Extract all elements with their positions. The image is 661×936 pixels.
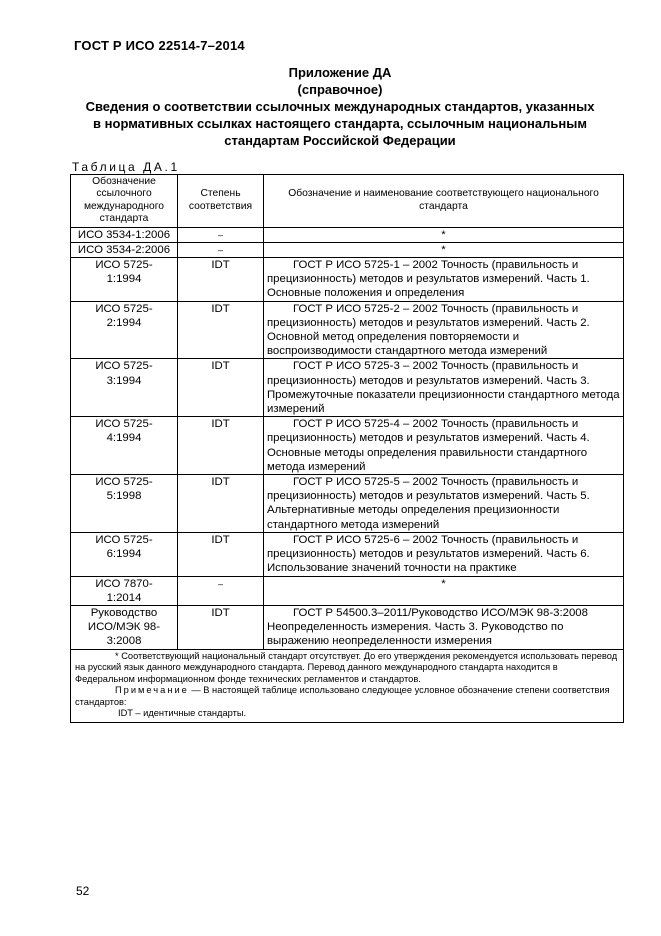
- national-cell: *: [264, 576, 624, 605]
- table-row: [71, 475, 624, 533]
- appendix-title: Приложение ДА: [288, 65, 392, 80]
- reference-cell: ИСО 3534-1:2006: [71, 227, 178, 242]
- national-cell: ГОСТ Р ИСО 5725-6 – 2002 Точность (правильность и прецизионность) методов и результатов измерений. Часть 6. Использование значений точности на практике: [264, 532, 624, 576]
- column-header-reference: Обозначение ссылочного международного стандарта: [71, 175, 178, 228]
- degree-cell: –: [178, 227, 264, 242]
- degree-cell: IDT: [178, 417, 264, 475]
- table-footnote-row: [71, 649, 624, 723]
- appendix-heading: [60, 64, 620, 149]
- national-cell: ГОСТ Р 54500.3–2011/Руководство ИСО/МЭК 98-3:2008 Неопределенность измерения. Часть 3. Руководство по выражению неопределенности измерения: [264, 605, 624, 649]
- table-row: [71, 242, 624, 257]
- degree-cell: –: [178, 242, 264, 257]
- table-row: [71, 417, 624, 475]
- national-cell: ГОСТ Р ИСО 5725-2 – 2002 Точность (правильность и прецизионность) методов и результатов измерений. Часть 2. Основной метод определения повторяемости и воспроизводимости стандартного метода измерений: [264, 301, 624, 359]
- table-row: [71, 301, 624, 359]
- appendix-subtitle: (справочное): [297, 82, 383, 97]
- reference-cell: ИСО 7870-1:2014: [71, 576, 178, 605]
- national-cell: ГОСТ Р ИСО 5725-5 – 2002 Точность (правильность и прецизионность) методов и результатов измерений. Часть 5. Альтернативные методы определения прецизионности стандартного метода измерений: [264, 475, 624, 533]
- table-row: [71, 605, 624, 649]
- page-number: 52: [76, 884, 90, 898]
- footnote-cell: [71, 649, 624, 723]
- degree-cell: IDT: [178, 301, 264, 359]
- degree-cell: –: [178, 576, 264, 605]
- column-header-national: Обозначение и наименование соответствующего национального стандарта: [264, 175, 624, 228]
- column-header-degree: Степень соответствия: [178, 175, 264, 228]
- degree-cell: IDT: [178, 475, 264, 533]
- correspondence-table: [70, 174, 624, 723]
- table-row: [71, 258, 624, 302]
- national-cell: ГОСТ Р ИСО 5725-3 – 2002 Точность (правильность и прецизионность) методов и результатов измерений. Часть 3. Промежуточные показатели прецизионности стандартного метода измерений: [264, 359, 624, 417]
- table-row: [71, 532, 624, 576]
- degree-cell: IDT: [178, 359, 264, 417]
- reference-cell: ИСО 5725-4:1994: [71, 417, 178, 475]
- appendix-heading-line: стандартам Российской Федерации: [224, 133, 456, 148]
- appendix-heading-line: Сведения о соответствии ссылочных международных стандартов, указанных: [85, 99, 595, 114]
- footnote-text: * Соответствующий национальный стандарт отсутствует. До его утверждения рекомендуется использовать перевод на русский язык данного международного стандарта. Перевод данного международного стандарта находится в Федеральном информационном фонде технических регламентов и стандартов.: [75, 650, 618, 684]
- appendix-heading-line: в нормативных ссылках настоящего стандарта, ссылочным национальным: [93, 116, 587, 131]
- note-label: Примечание: [115, 685, 189, 696]
- degree-cell: IDT: [178, 532, 264, 576]
- note: [75, 685, 619, 708]
- national-cell: ГОСТ Р ИСО 5725-1 – 2002 Точность (правильность и прецизионность) методов и результатов измерений. Часть 1. Основные положения и определения: [264, 258, 624, 302]
- note-text: — В настоящей таблице использовано следующее условное обозначение степени соответствия стандартов:: [75, 685, 610, 707]
- reference-cell: ИСО 5725-3:1994: [71, 359, 178, 417]
- reference-cell: ИСО 5725-6:1994: [71, 532, 178, 576]
- degree-cell: IDT: [178, 258, 264, 302]
- table-row: [71, 227, 624, 242]
- table-header-row: [71, 175, 624, 228]
- national-cell: ГОСТ Р ИСО 5725-4 – 2002 Точность (правильность и прецизионность) методов и результатов измерений. Часть 4. Основные методы определения правильности стандартного метода измерений: [264, 417, 624, 475]
- table-caption: Таблица ДА.1: [72, 160, 180, 174]
- reference-cell: Руководство ИСО/МЭК 98-3:2008: [71, 605, 178, 649]
- reference-cell: ИСО 5725-5:1998: [71, 475, 178, 533]
- reference-cell: ИСО 5725-2:1994: [71, 301, 178, 359]
- reference-cell: ИСО 3534-2:2006: [71, 242, 178, 257]
- table-row: [71, 576, 624, 605]
- table-row: [71, 359, 624, 417]
- degree-cell: IDT: [178, 605, 264, 649]
- national-cell: *: [264, 242, 624, 257]
- standard-header: ГОСТ Р ИСО 22514-7–2014: [74, 38, 245, 53]
- note-legend: IDT – идентичные стандарты.: [118, 708, 247, 719]
- reference-cell: ИСО 5725-1:1994: [71, 258, 178, 302]
- national-cell: *: [264, 227, 624, 242]
